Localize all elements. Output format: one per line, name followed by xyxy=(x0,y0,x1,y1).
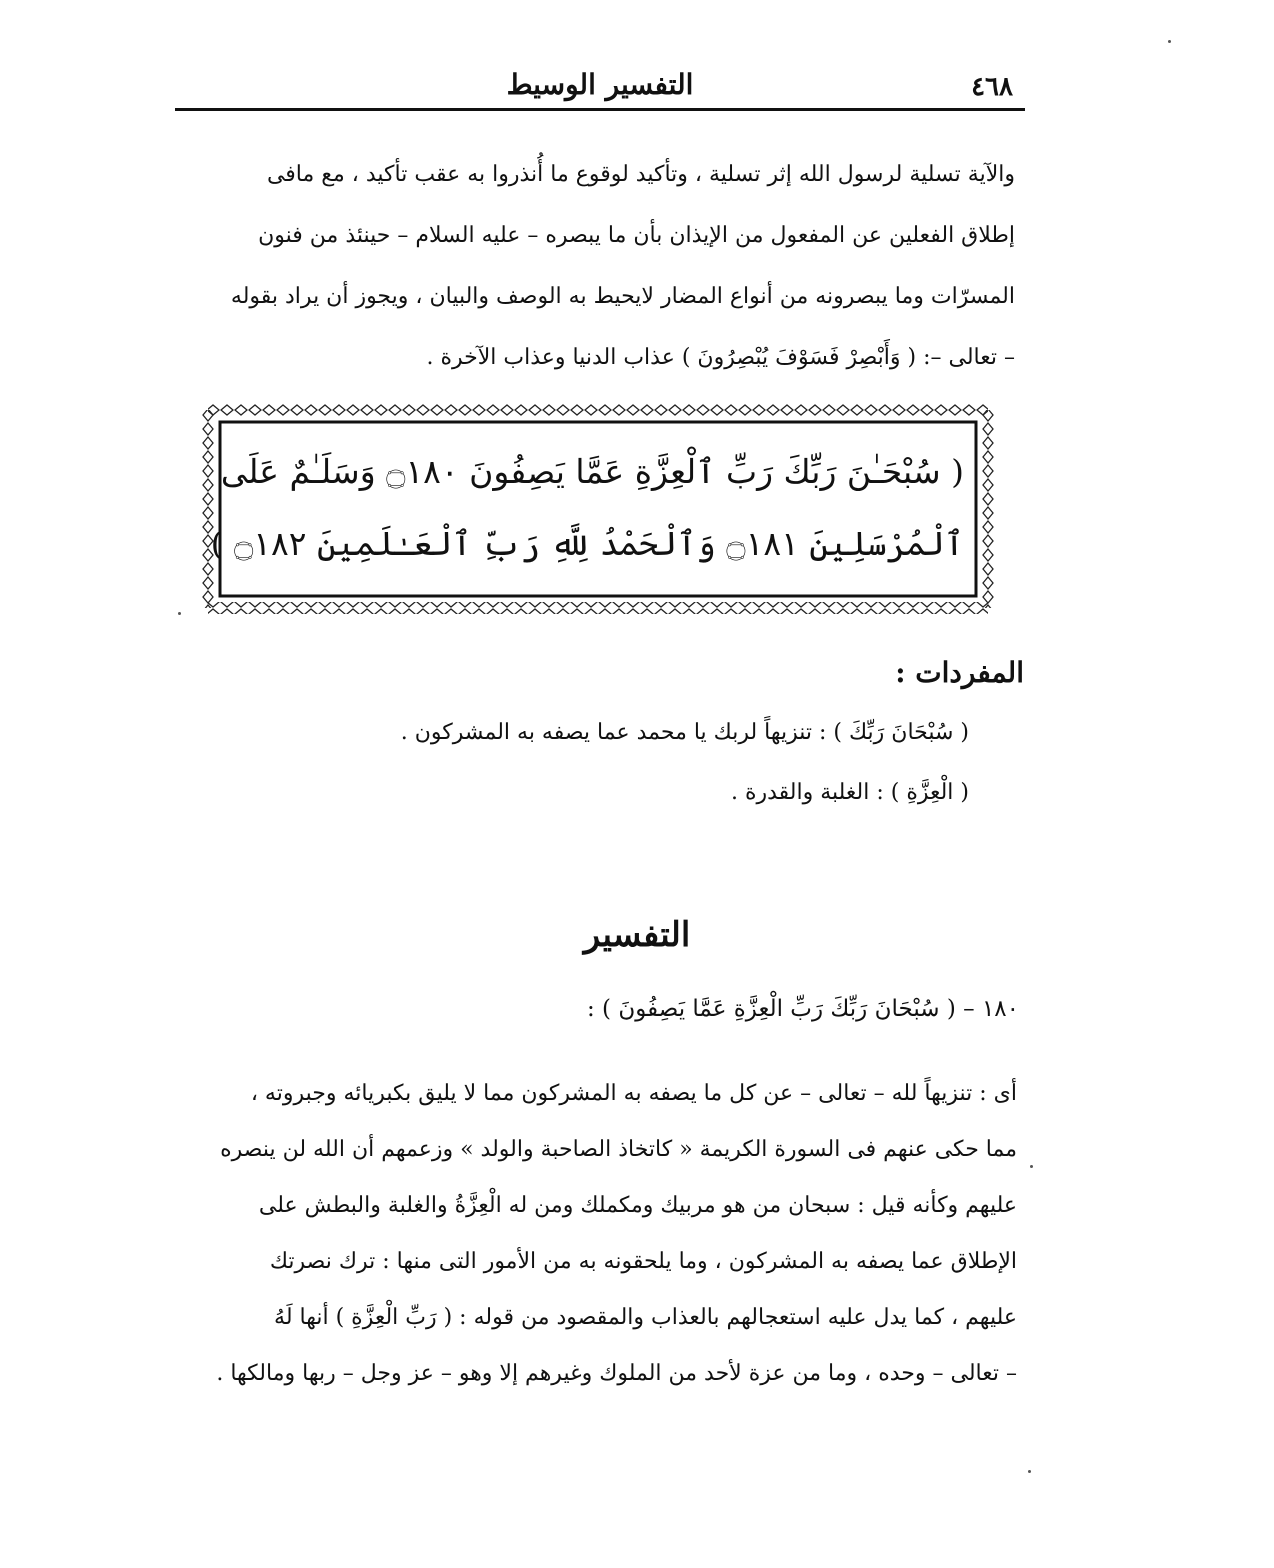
vocabulary-item: ( سُبْحَانَ رَبِّكَ ) : تنزيهاً لربك يا محمد عما يصفه به المشركون . xyxy=(400,720,969,745)
scan-speck xyxy=(1028,1470,1031,1473)
scan-speck xyxy=(178,612,181,615)
text-line: عليهم وكأنه قيل : سبحان من هو مربيك ومكملك ومن له الْعِزَّةُ والغلبة والبطش على xyxy=(258,1193,1017,1218)
text-line: عليهم ، كما يدل عليه استعجالهم بالعذاب والمقصود من قوله : ( رَبِّ الْعِزَّةِ ) أنها لَهُ xyxy=(274,1305,1017,1330)
text-line: إطلاق الفعلين عن المفعول من الإيذان بأن ما يبصره – عليه السلام – حينئذ من فنون xyxy=(258,223,1015,248)
verse-text xyxy=(210,436,964,580)
header-rule xyxy=(175,108,1025,111)
tafsir-heading: التفسير xyxy=(583,915,691,955)
scan-speck xyxy=(1168,40,1171,43)
text-line: والآية تسلية لرسول الله إثر تسلية ، وتأكيد لوقوع ما أُنذروا به عقب تأكيد ، مع مافى xyxy=(266,162,1015,187)
text-line: الإطلاق عما يصفه به المشركون ، وما يلحقونه به من الأمور التى منها : ترك نصرتك xyxy=(269,1249,1017,1274)
intro-paragraph xyxy=(175,144,1015,388)
quran-verse-frame xyxy=(202,404,994,614)
page-number: ٤٦٨ xyxy=(971,72,1013,102)
running-title: التفسير الوسيط xyxy=(506,68,694,101)
tafsir-paragraph xyxy=(185,1066,1017,1402)
text-line: المسرّات وما يبصرونه من أنواع المضار لايحيط به الوصف والبيان ، ويجوز أن يراد بقوله xyxy=(230,284,1015,309)
text-line: أى : تنزيهاً لله – تعالى – عن كل ما يصفه به المشركون مما لا يليق بكبريائه وجبروته ، xyxy=(250,1081,1017,1106)
verse-reference: ١٨٠ – ( سُبْحَانَ رَبِّكَ رَبِّ الْعِزَّةِ عَمَّا يَصِفُونَ ) : xyxy=(587,996,1019,1022)
scan-speck xyxy=(1030,1165,1033,1168)
text-line: – تعالى – وحده ، وما من عزة لأحد من الملوك وغيرهم إلا وهو – عز وجل – ربها ومالكها . xyxy=(216,1361,1017,1386)
text-line: – تعالى –: ( وَأَبْصِرْ فَسَوْفَ يُبْصِرُونَ ) عذاب الدنيا وعذاب الآخرة . xyxy=(426,345,1015,370)
vocabulary-item: ( الْعِزَّةِ ) : الغلبة والقدرة . xyxy=(730,780,969,805)
vocabulary-heading: المفردات : xyxy=(895,656,1024,689)
page-header xyxy=(175,68,1025,108)
text-line: مما حكى عنهم فى السورة الكريمة « كاتخاذ الصاحبة والولد » وزعمهم أن الله لن ينصره xyxy=(220,1137,1017,1162)
verse-line-2: ٱلْمُرْسَلِينَ ۝١٨١ وَٱلْحَمْدُ لِلَّهِ رَبِّ ٱلْعَـٰلَمِينَ ۝١٨٢ ) xyxy=(210,524,964,563)
verse-line-1: ( سُبْحَـٰنَ رَبِّكَ رَبِّ ٱلْعِزَّةِ عَمَّا يَصِفُونَ ۝١٨٠ وَسَلَـٰمٌ عَلَى xyxy=(220,452,964,491)
